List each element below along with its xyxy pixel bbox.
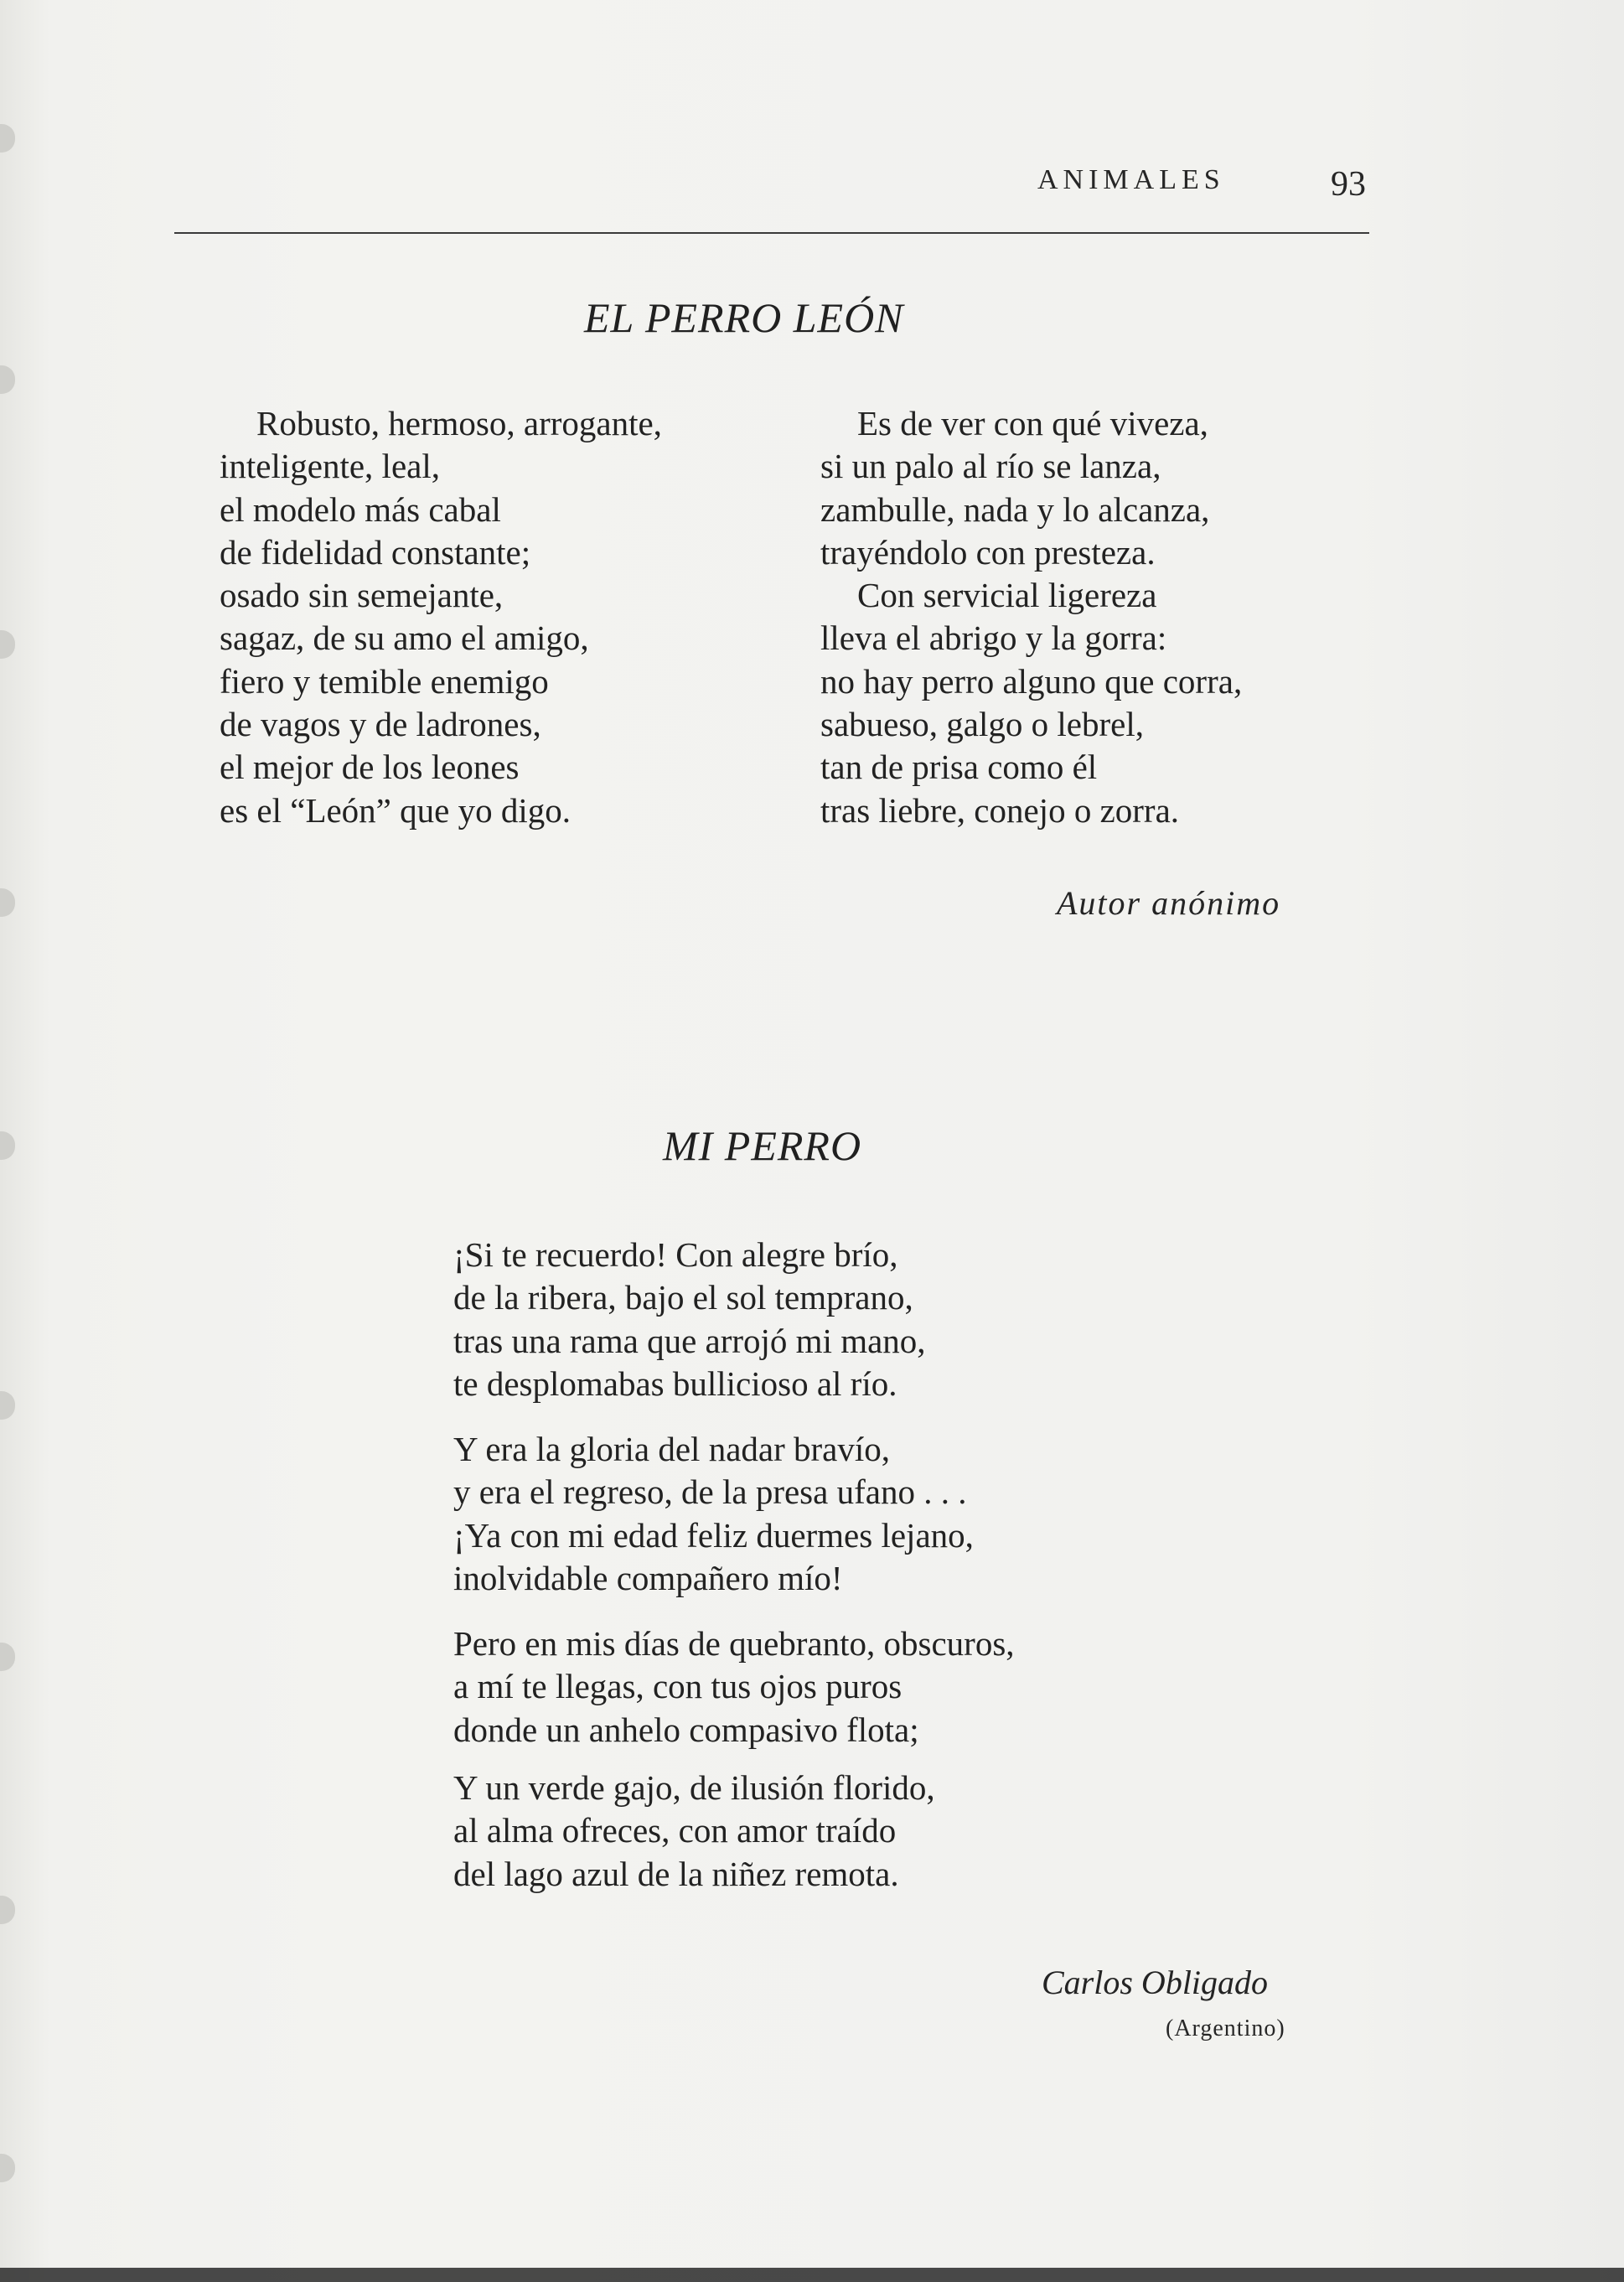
verse-line: Y era la gloria del nadar bravío, <box>453 1430 890 1468</box>
verse-line: de vagos y de ladrones, <box>220 705 541 744</box>
verse-line: al alma ofreces, con amor traído <box>453 1811 897 1850</box>
verse-line: el mejor de los leones <box>220 748 520 787</box>
poem-title-mi-perro: MI PERRO <box>663 1122 862 1169</box>
verse-line: inolvidable compañero mío! <box>453 1558 843 1597</box>
verse-line: inteligente, leal, <box>220 447 440 486</box>
binding-hole <box>0 1391 15 1420</box>
verse-line: sabueso, galgo o lebrel, <box>820 705 1144 744</box>
running-head: ANIMALES <box>1037 164 1225 195</box>
verse-line: no hay perro alguno que corra, <box>820 661 1243 701</box>
verse-line: te desplomabas bullicioso al río. <box>453 1364 897 1403</box>
header-rule <box>174 232 1369 234</box>
verse-line: y era el regreso, de la presa ufano . . . <box>453 1472 967 1512</box>
stanza <box>453 1767 935 1896</box>
page-bottom-edge <box>0 2268 1624 2282</box>
author-nationality: (Argentino) <box>1166 2016 1285 2041</box>
verse-line: zambulle, nada y lo alcanza, <box>820 489 1210 529</box>
binding-hole <box>0 1643 15 1671</box>
verse-line: tras una rama que arrojó mi mano, <box>453 1321 926 1360</box>
poem-author: Carlos Obligado <box>1042 1964 1269 2001</box>
verse-line: Robusto, hermoso, arrogante, <box>256 404 662 442</box>
verse-line: tan de prisa como él <box>820 748 1098 787</box>
verse-line: Es de ver con qué viveza, <box>857 404 1208 442</box>
verse-line: tras liebre, conejo o zorra. <box>820 790 1180 830</box>
verse-line: lleva el abrigo y la gorra: <box>820 618 1167 658</box>
verse-line: osado sin semejante, <box>220 576 504 615</box>
poem-title-el-perro-leon: EL PERRO LEÓN <box>584 294 904 341</box>
verse-line: Y un verde gajo, de ilusión florido, <box>453 1768 935 1807</box>
page-number: 93 <box>1331 165 1366 204</box>
stanza <box>453 1622 1015 1752</box>
verse-line: donde un anhelo compasivo flota; <box>453 1710 919 1749</box>
verse-line: es el “León” que yo digo. <box>220 790 571 830</box>
verse-line: fiero y temible enemigo <box>220 661 549 701</box>
binding-hole <box>0 1131 15 1160</box>
binding-hole <box>0 365 15 394</box>
stanza <box>453 1428 974 1600</box>
verse-line: de fidelidad constante; <box>220 532 531 572</box>
binding-hole <box>0 1896 15 1924</box>
verse-line: Pero en mis días de quebranto, obscuros, <box>453 1624 1015 1663</box>
verse-line: a mí te llegas, con tus ojos puros <box>453 1667 903 1706</box>
binding-hole <box>0 630 15 659</box>
stanza <box>453 1234 926 1405</box>
poem-author: Autor anónimo <box>1057 884 1281 922</box>
poem-column-left <box>220 402 662 832</box>
verse-line: el modelo más cabal <box>220 489 501 529</box>
verse-line: ¡Ya con mi edad feliz duermes lejano, <box>453 1515 974 1555</box>
verse-line: trayéndolo con presteza. <box>820 532 1156 572</box>
verse-line: sagaz, de su amo el amigo, <box>220 618 589 658</box>
binding-hole <box>0 2154 15 2182</box>
verse-line: Con servicial ligereza <box>857 576 1157 615</box>
binding-hole <box>0 888 15 917</box>
verse-line: del lago azul de la niñez remota. <box>453 1854 899 1893</box>
verse-line: ¡Si te recuerdo! Con alegre brío, <box>453 1235 898 1274</box>
binding-hole <box>0 124 15 153</box>
verse-line: si un palo al río se lanza, <box>820 447 1161 486</box>
verse-line: de la ribera, bajo el sol temprano, <box>453 1278 913 1317</box>
poem-column-right <box>820 402 1242 832</box>
